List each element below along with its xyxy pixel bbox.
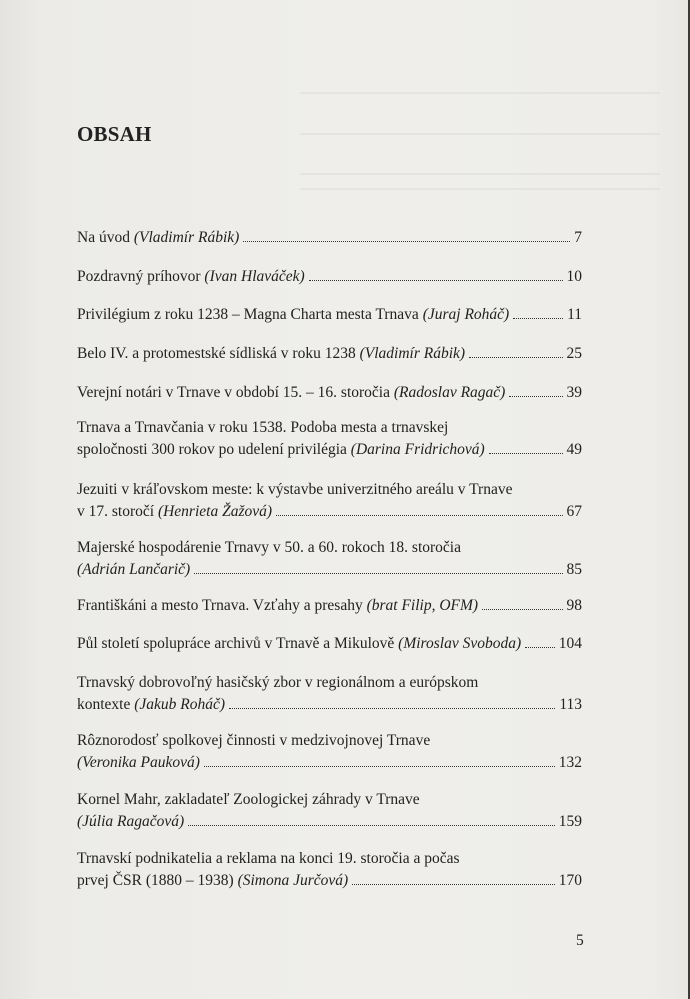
toc-entry-line — [77, 848, 582, 870]
toc-entry — [77, 382, 582, 404]
toc-entry-line — [77, 382, 582, 404]
toc-entry-author: (Simona Jurčová) — [237, 872, 349, 889]
dot-leader — [352, 883, 555, 885]
toc-entry-page: 25 — [566, 345, 582, 362]
toc-entry-author: (brat Filip, OFM) — [366, 597, 479, 614]
toc-entry-line — [77, 811, 582, 833]
toc-entry — [77, 595, 582, 617]
toc-entry-line — [77, 789, 582, 811]
toc-entry-page: 104 — [558, 635, 582, 652]
dot-leader — [489, 452, 563, 454]
toc-entry-author: (Júlia Ragačová) — [77, 813, 185, 830]
toc-entry — [77, 343, 582, 365]
show-through-line — [300, 92, 660, 94]
dot-leader — [188, 824, 555, 826]
toc-entry-author: (Miroslav Svoboda) — [398, 635, 522, 652]
toc-entry-line — [77, 672, 582, 694]
show-through-line — [300, 173, 660, 175]
toc-entry-line — [77, 633, 582, 655]
toc-entry-author: (Juraj Roháč) — [422, 306, 510, 323]
toc-entry-author: (Darina Fridrichová) — [350, 441, 485, 458]
toc-entry-title: Verejní notári v Trnave v období 15. – 16. storočia — [77, 384, 390, 401]
toc-entry-page: 10 — [566, 268, 582, 285]
toc-entry-page: 39 — [566, 384, 582, 401]
toc-entry-title: spoločnosti 300 rokov po udelení privilégia — [77, 441, 347, 458]
toc-entry — [77, 227, 582, 249]
toc-entry-page: 49 — [566, 441, 582, 458]
toc-entry — [77, 417, 582, 461]
toc-entry-author: (Vladimír Rábik) — [133, 229, 240, 246]
toc-entry — [77, 537, 582, 581]
toc-entry-page: 113 — [559, 696, 582, 713]
dot-leader — [469, 356, 562, 358]
toc-entry-line — [77, 559, 582, 581]
toc-entry-author: (Ivan Hlaváček) — [204, 268, 305, 285]
toc-entry-page: 159 — [558, 813, 582, 830]
show-through-line — [300, 133, 660, 135]
toc-entry-page: 85 — [566, 561, 582, 578]
toc-entry-title: Privilégium z roku 1238 – Magna Charta mesta Trnava — [77, 306, 419, 323]
toc-entry — [77, 672, 582, 716]
toc-entry-page: 11 — [567, 306, 582, 323]
toc-entry — [77, 848, 582, 892]
toc-entry-author: (Veronika Pauková) — [77, 754, 200, 771]
toc-entry-line — [77, 730, 582, 752]
dot-leader — [482, 608, 562, 610]
page-number: 5 — [576, 932, 584, 949]
toc-entry-title: Rôznorodosť spolkovej činnosti v medzivojnovej Trnave — [77, 732, 431, 749]
dot-leader — [525, 646, 555, 648]
toc-entry-line — [77, 537, 582, 559]
toc-entry-title: v 17. storočí — [77, 503, 155, 520]
show-through-line — [300, 188, 660, 190]
toc-entry-line — [77, 343, 582, 365]
dot-leader — [229, 707, 555, 709]
dot-leader — [309, 279, 563, 281]
toc-entry-line — [77, 501, 582, 523]
toc-entry-title: Trnavskí podnikatelia a reklama na konci 19. storočia a počas — [77, 850, 460, 867]
dot-leader — [204, 765, 555, 767]
toc-entry-title: prvej ČSR (1880 – 1938) — [77, 872, 234, 889]
toc-entry-page: 98 — [566, 597, 582, 614]
toc-entry-title: Belo IV. a protomestské sídliská v roku 1238 — [77, 345, 356, 362]
toc-entry-author: (Vladimír Rábik) — [359, 345, 466, 362]
toc-entry-author: (Radoslav Ragač) — [393, 384, 506, 401]
toc-entry-title: Jezuiti v kráľovskom meste: k výstavbe univerzitného areálu v Trnave — [77, 481, 513, 498]
dot-leader — [194, 572, 562, 574]
toc-entry-line — [77, 595, 582, 617]
toc-entry-title: Půl století spolupráce archivů v Trnavě a Mikulově — [77, 635, 395, 652]
toc-entry-title: kontexte — [77, 696, 131, 713]
dot-leader — [513, 317, 563, 319]
toc-entry — [77, 633, 582, 655]
toc-entry — [77, 730, 582, 774]
toc-entry-author: (Adrián Lančarič) — [77, 561, 191, 578]
toc-entry-line — [77, 227, 582, 249]
toc-entry-title: Kornel Mahr, zakladateľ Zoologickej záhrady v Trnave — [77, 791, 420, 808]
toc-entry-title: Františkáni a mesto Trnava. Vzťahy a presahy — [77, 597, 363, 614]
toc-entry-page: 7 — [574, 229, 582, 246]
toc-entry-line — [77, 266, 582, 288]
toc-entry-title: Pozdravný príhovor — [77, 268, 201, 285]
toc-entry-line — [77, 304, 582, 326]
toc-entry-line — [77, 479, 582, 501]
toc-heading: OBSAH — [77, 122, 152, 146]
toc-entry — [77, 789, 582, 833]
toc-entry-line — [77, 870, 582, 892]
toc-entry — [77, 266, 582, 288]
toc-entry-line — [77, 752, 582, 774]
toc-entry-page: 132 — [558, 754, 582, 771]
toc-entry-title: Trnavský dobrovoľný hasičský zbor v regionálnom a európskom — [77, 674, 479, 691]
toc-entry-line — [77, 439, 582, 461]
dot-leader — [243, 240, 570, 242]
toc-entry-title: Na úvod — [77, 229, 130, 246]
toc-entry — [77, 479, 582, 523]
toc-entry-line — [77, 417, 582, 439]
dot-leader — [509, 395, 562, 397]
toc-entry-title: Majerské hospodárenie Trnavy v 50. a 60. rokoch 18. storočia — [77, 539, 461, 556]
toc-entry-line — [77, 694, 582, 716]
toc-entry-page: 67 — [566, 503, 582, 520]
toc-entry-author: (Henrieta Žažová) — [157, 503, 273, 520]
toc-entry — [77, 304, 582, 326]
toc-entry-title: Trnava a Trnavčania v roku 1538. Podoba mesta a trnavskej — [77, 419, 449, 436]
dot-leader — [276, 514, 562, 516]
toc-entry-page: 170 — [558, 872, 582, 889]
toc-entry-author: (Jakub Roháč) — [134, 696, 226, 713]
